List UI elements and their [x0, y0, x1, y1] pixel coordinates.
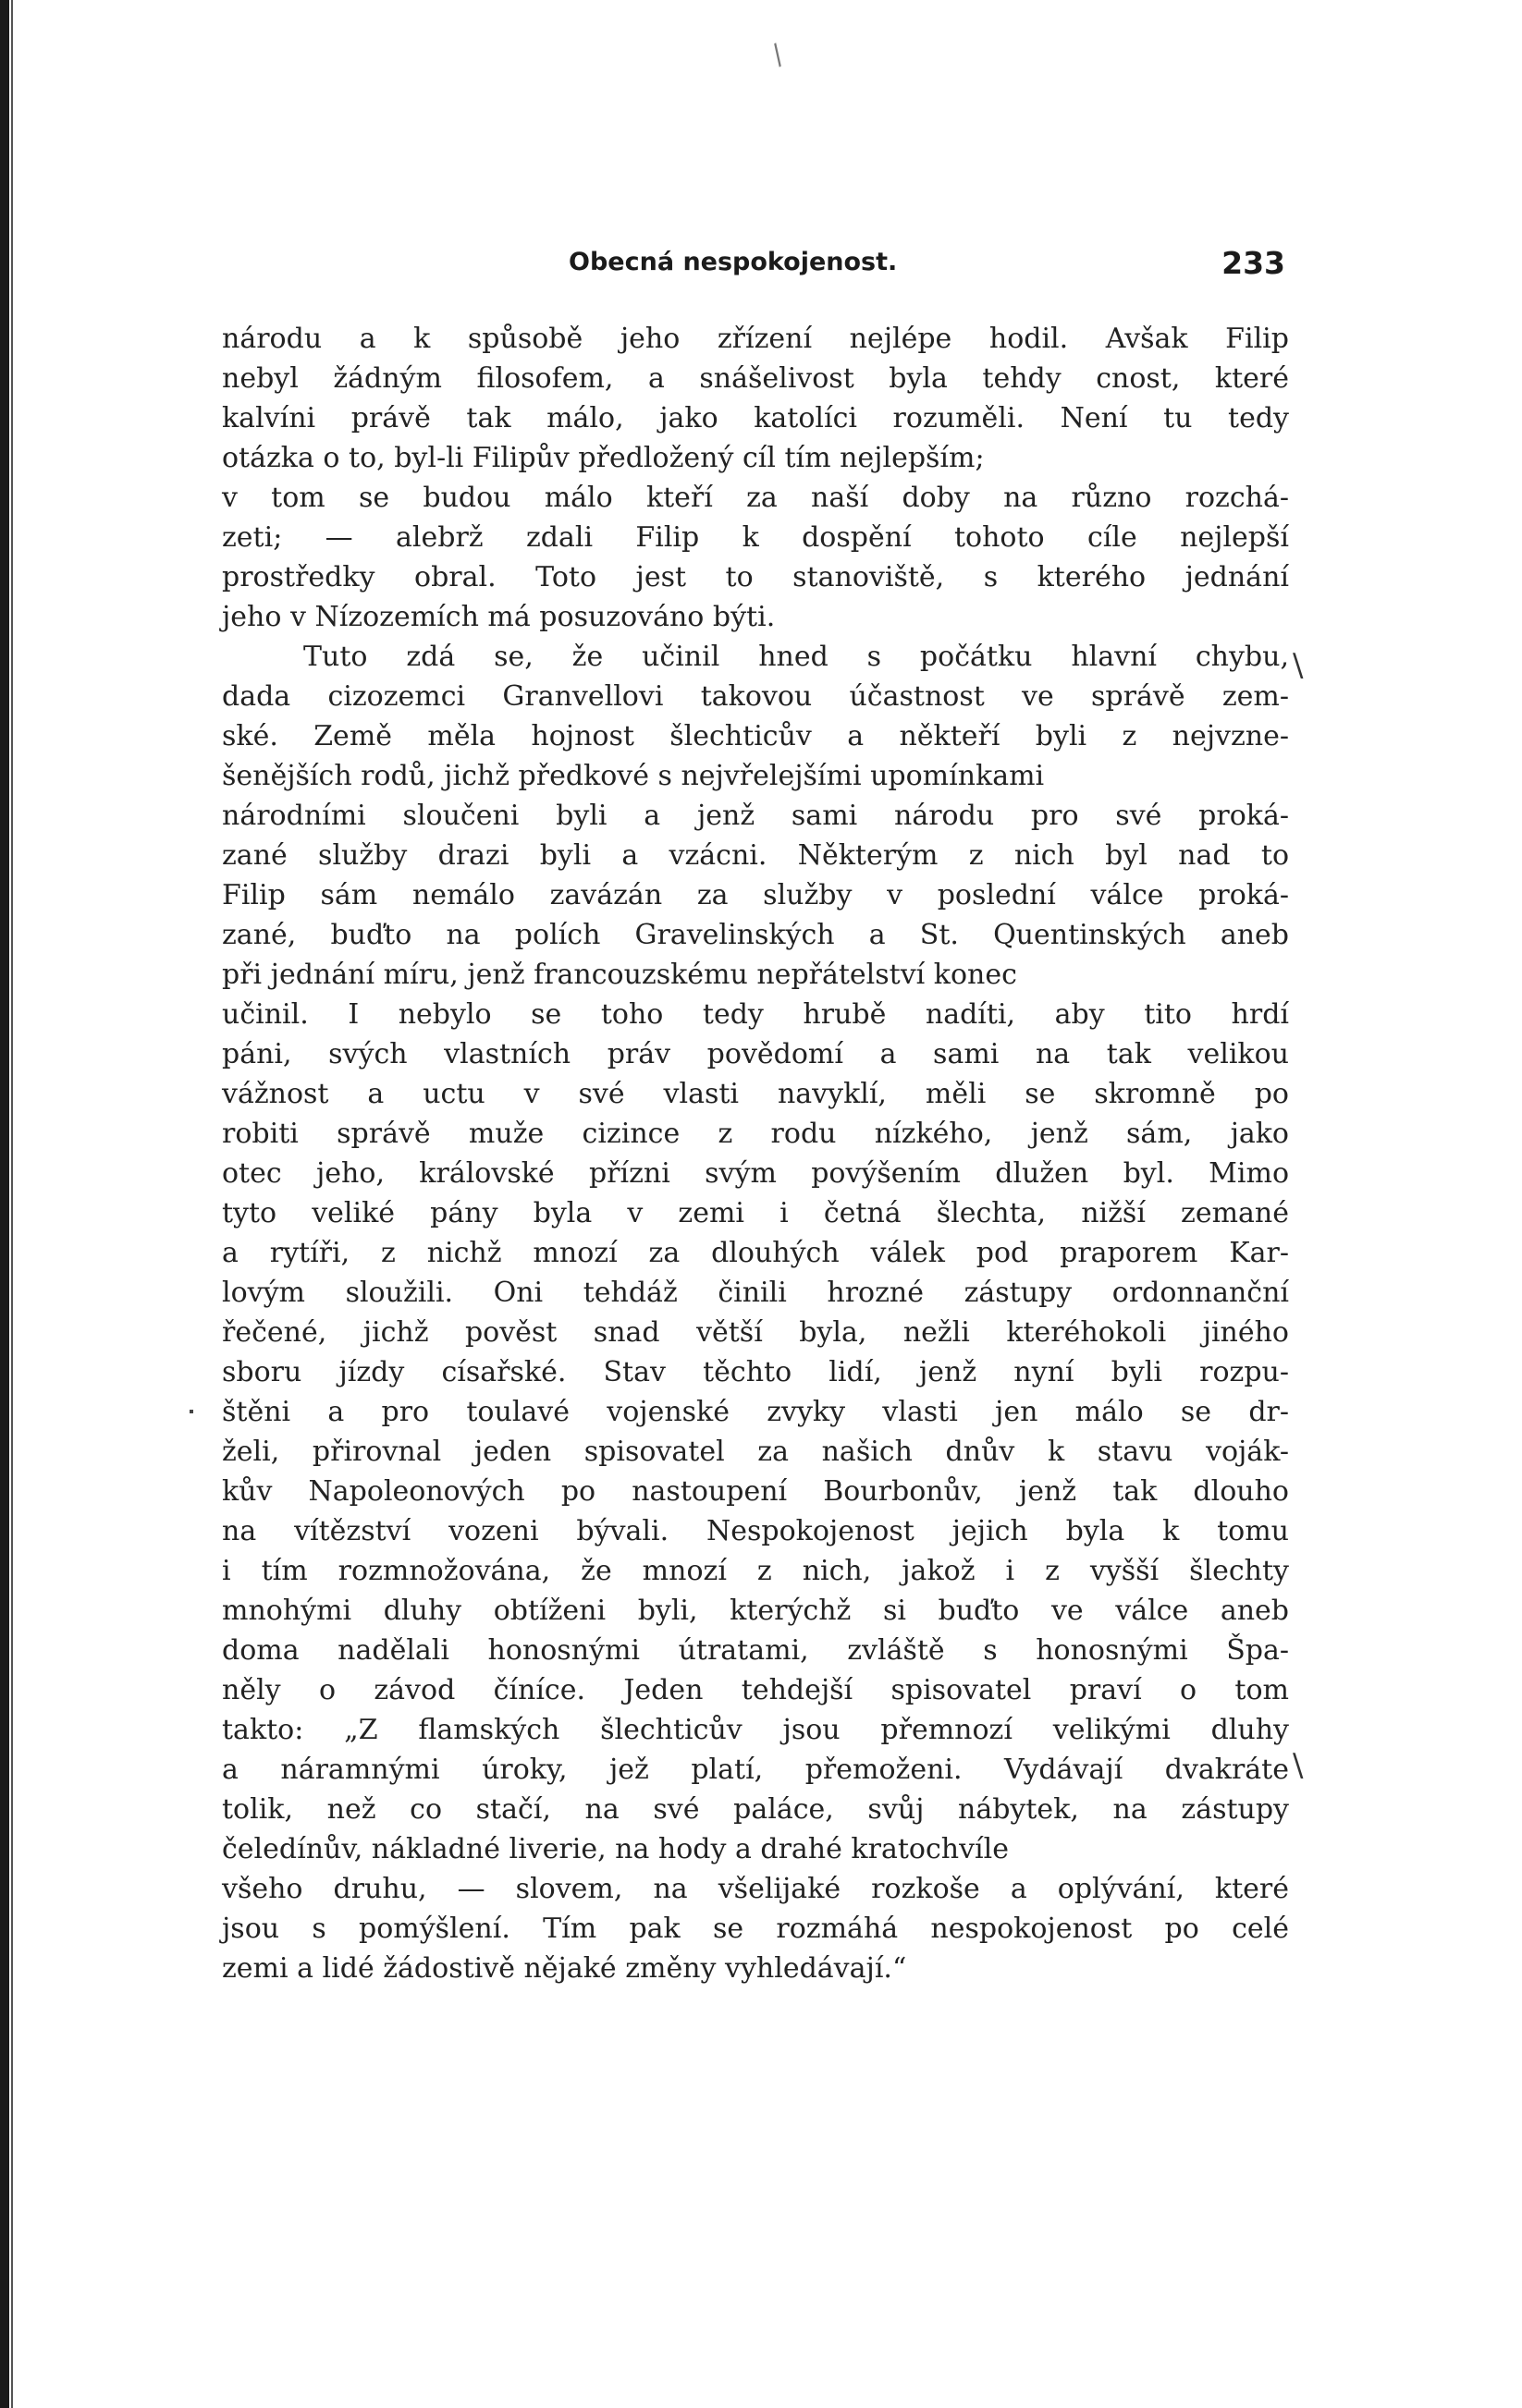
text-line: takto: „Z flamských šlechticův jsou přemnozí velikými dluhy — [222, 1714, 1289, 1746]
text-line: v tom se budou málo kteří za naší doby na různo rozchá- — [222, 482, 1289, 514]
text-line: sboru jízdy císařské. Stav těchto lidí, jenž nyní byli rozpu- — [222, 1356, 1289, 1388]
text-line: vážnost a uctu v své vlasti navyklí, měli se skromně po — [222, 1078, 1289, 1110]
text-line: národními sloučeni byli a jenž sami národu pro své proká- — [222, 800, 1289, 832]
running-title: Obecná nespokojenost. — [569, 248, 898, 276]
scan-stray-mark: / — [765, 38, 791, 72]
text-line: šenějších rodů, jichž předkové s nejvřelejšími upomínkami — [222, 760, 1045, 792]
text-line: štěni a pro toulavé vojenské zvyky vlasti jen málo se dr- — [222, 1396, 1289, 1428]
paragraph-start-line: Tuto zdá se, že učinil hned s počátku hlavní chybu, — [303, 641, 1289, 673]
margin-bracket-mark: \ — [1293, 647, 1304, 684]
text-line: národu a k spůsobě jeho zřízení nejlépe hodil. Avšak Filip — [222, 323, 1289, 355]
text-line: otec jeho, královské přízni svým povýšením dlužen byl. Mimo — [222, 1157, 1289, 1190]
text-line: Filip sám nemálo zavázán za služby v poslední válce proká- — [222, 879, 1289, 911]
text-line: jeho v Nízozemích má posuzováno býti. — [222, 601, 776, 633]
text-line: robiti správě muže cizince z rodu nízkého, jenž sám, jako — [222, 1118, 1289, 1150]
page-number: 233 — [1221, 245, 1285, 281]
text-line: ské. Země měla hojnost šlechticův a někteří byli z nejvzne- — [222, 720, 1289, 752]
text-line: želi, přirovnal jeden spisovatel za našich dnův k stavu voják- — [222, 1436, 1289, 1468]
margin-dot-mark — [190, 1410, 193, 1413]
text-line: mnohými dluhy obtíženi byli, kterýchž si buďto ve válce aneb — [222, 1595, 1289, 1627]
text-line: zeti; — alebrž zdali Filip k dospění tohoto cíle nejlepší — [222, 521, 1289, 554]
text-line: řečené, jichž pověst snad větší byla, nežli kteréhokoli jiného — [222, 1316, 1289, 1349]
text-line: kalvíni právě tak málo, jako katolíci rozuměli. Není tu tedy — [222, 402, 1289, 434]
text-line: kův Napoleonových po nastoupení Bourbonův, jenž tak dlouho — [222, 1475, 1289, 1508]
text-line: při jednání míru, jenž francouzskému nepřátelství konec — [222, 959, 1017, 991]
margin-bracket-mark: \ — [1293, 1747, 1304, 1784]
text-line: zané, buďto na polích Gravelinských a St. Quentinských aneb — [222, 919, 1289, 951]
text-line: doma nadělali honosnými útratami, zvláště s honosnými Špa- — [222, 1634, 1289, 1667]
text-line: a náramnými úroky, jež platí, přemoženi. Vydávají dvakráte — [222, 1754, 1289, 1786]
text-line: páni, svých vlastních práv povědomí a sami na tak velikou — [222, 1038, 1289, 1070]
text-line: tyto veliké pány byla v zemi i četná šlechta, nižší zemané — [222, 1197, 1289, 1229]
text-line: na vítězství vozeni bývali. Nespokojenost jejich byla k tomu — [222, 1515, 1289, 1547]
text-line: všeho druhu, — slovem, na všelijaké rozkoše a oplývání, které — [222, 1873, 1289, 1905]
text-line: zané služby drazi byli a vzácni. Některým z nich byl nad to — [222, 839, 1289, 872]
page-header — [227, 245, 1285, 285]
scan-page-edge — [0, 0, 9, 2408]
text-line: jsou s pomýšlení. Tím pak se rozmáhá nespokojenost po celé — [222, 1913, 1289, 1945]
text-line: a rytíři, z nichž mnozí za dlouhých válek pod praporem Kar- — [222, 1237, 1289, 1269]
scan-page-edge-line — [11, 0, 13, 2408]
body-text — [222, 319, 1289, 1988]
text-line: učinil. I nebylo se toho tedy hrubě nadíti, aby tito hrdí — [222, 998, 1289, 1031]
text-line: zemi a lidé žádostivě nějaké změny vyhledávají.“ — [222, 1952, 907, 1985]
text-line: dada cizozemci Granvellovi takovou účastnost ve správě zem- — [222, 680, 1289, 713]
text-line: i tím rozmnožována, že mnozí z nich, jakož i z vyšší šlechty — [222, 1555, 1289, 1587]
text-line: tolik, než co stačí, na své paláce, svůj nábytek, na zástupy — [222, 1793, 1289, 1826]
text-line: lovým sloužili. Oni tehdáž činili hrozné zástupy ordonnanční — [222, 1277, 1289, 1309]
text-line: otázka o to, byl-li Filipův předložený cíl tím nejlepším; — [222, 442, 985, 474]
text-line: prostředky obral. Toto jest to stanoviště, s kterého jednání — [222, 561, 1289, 593]
text-line: nebyl žádným filosofem, a snášelivost byla tehdy cnost, které — [222, 362, 1289, 395]
text-line: čeledínův, nákladné liverie, na hody a drahé kratochvíle — [222, 1833, 1009, 1865]
text-line: něly o závod číníce. Jeden tehdejší spisovatel praví o tom — [222, 1674, 1289, 1706]
